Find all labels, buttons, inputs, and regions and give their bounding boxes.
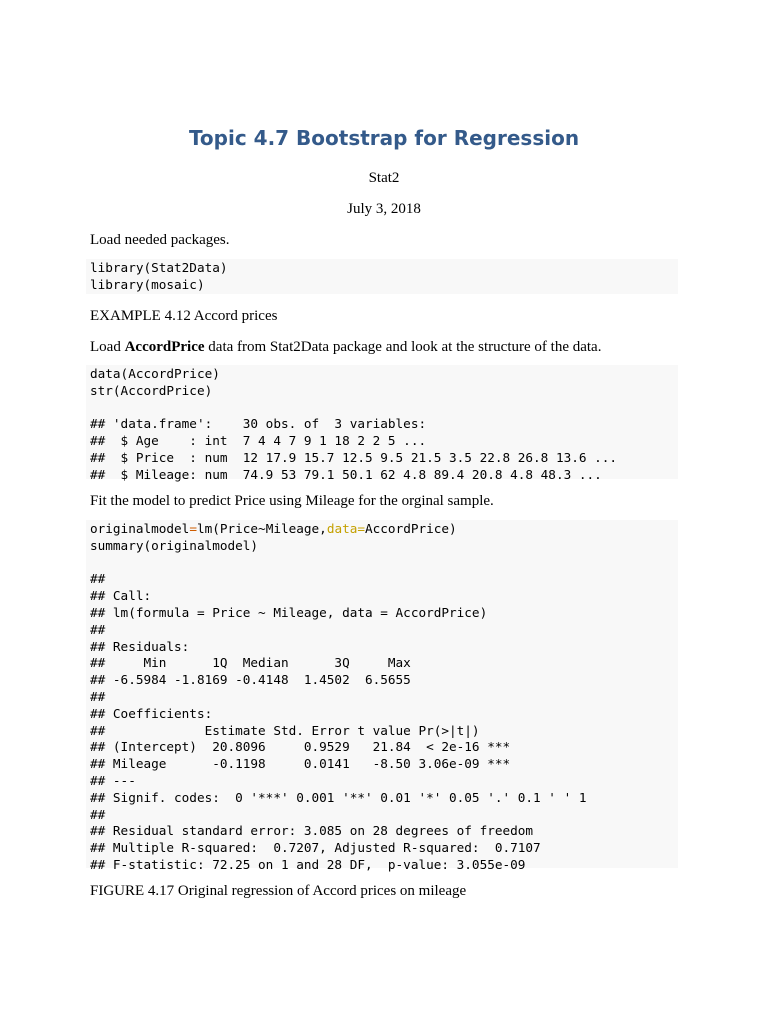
- code-line: library(Stat2Data): [90, 260, 228, 275]
- paragraph-load-data: [90, 337, 680, 357]
- paragraph-fit-model: Fit the model to predict Price using Mileage for the orginal sample.: [90, 493, 494, 509]
- code-block-data: [86, 365, 678, 482]
- output-line: ## (Intercept) 20.8096 0.9529 21.84 < 2e-16 ***: [90, 739, 511, 755]
- output-line: ## -6.5984 -1.8169 -0.4148 1.4502 6.5655: [90, 672, 411, 688]
- output-line: ## Signif. codes: 0 '***' 0.001 '**' 0.01 '*' 0.05 '.' 0.1 ' ' 1: [90, 789, 587, 805]
- paragraph-load-packages: Load needed packages.: [90, 232, 230, 248]
- output-line: ## 'data.frame': 30 obs. of 3 variables:: [90, 416, 427, 432]
- code-line: library(mosaic): [90, 276, 205, 292]
- argument-name: data=: [326, 521, 366, 536]
- output-line: ## $ Mileage: num 74.9 53 79.1 50.1 62 4.8 89.4 20.8 4.8 48.3 ...: [90, 466, 602, 482]
- code-token: AccordPrice): [365, 521, 457, 536]
- output-line: ## Residual standard error: 3.085 on 28 degrees of freedom: [90, 823, 534, 839]
- text-run: data from Stat2Data package and look at the structure of the data.: [204, 339, 602, 355]
- output-line: ## ---: [90, 772, 136, 788]
- text-run: Load: [90, 339, 125, 355]
- output-line: ## Call:: [90, 588, 152, 604]
- output-line: ##: [90, 688, 106, 704]
- dataset-name: AccordPrice: [124, 339, 205, 355]
- figure-caption: FIGURE 4.17 Original regression of Accord prices on mileage: [90, 883, 467, 899]
- output-line: ## $ Price : num 12 17.9 15.7 12.5 9.5 21.5 3.5 22.8 26.8 13.6 ...: [90, 449, 618, 465]
- output-line: ##: [90, 806, 106, 822]
- output-line: ## Multiple R-squared: 0.7207, Adjusted R-squared: 0.7107: [90, 840, 541, 856]
- spacer-line: [90, 400, 674, 417]
- output-line: ## Coefficients:: [90, 705, 213, 721]
- document-date: July 3, 2018: [347, 201, 421, 217]
- output-line: ## lm(formula = Price ~ Mileage, data = AccordPrice): [90, 604, 488, 620]
- code-line-model: [90, 521, 674, 538]
- assign-operator: =: [189, 521, 197, 536]
- output-line: ## Mileage -0.1198 0.0141 -8.50 3.06e-09 ***: [90, 756, 511, 772]
- document-author: Stat2: [368, 170, 400, 186]
- output-line: ## Residuals:: [90, 638, 190, 654]
- code-block-model: [86, 520, 678, 872]
- document-title: Topic 4.7 Bootstrap for Regression: [188, 126, 580, 150]
- code-line: summary(originalmodel): [90, 537, 259, 553]
- output-line: ## $ Age : int 7 4 4 7 9 1 18 2 2 5 ...: [90, 433, 427, 449]
- code-block-packages: [86, 259, 678, 294]
- code-token: originalmodel: [90, 521, 190, 536]
- summary-output: [90, 571, 674, 873]
- code-token: lm(Price~Mileage,: [196, 521, 327, 536]
- output-line: ##: [90, 621, 106, 637]
- output-line: ## Min 1Q Median 3Q Max: [90, 655, 411, 671]
- output-line: ##: [90, 571, 106, 587]
- paragraph-example: EXAMPLE 4.12 Accord prices: [90, 308, 278, 324]
- spacer-line: [90, 555, 674, 572]
- code-line: data(AccordPrice): [90, 366, 220, 381]
- output-line: ## F-statistic: 72.25 on 1 and 28 DF, p-value: 3.055e-09: [90, 856, 526, 872]
- code-line: str(AccordPrice): [90, 382, 213, 398]
- output-line: ## Estimate Std. Error t value Pr(>|t|): [90, 722, 480, 738]
